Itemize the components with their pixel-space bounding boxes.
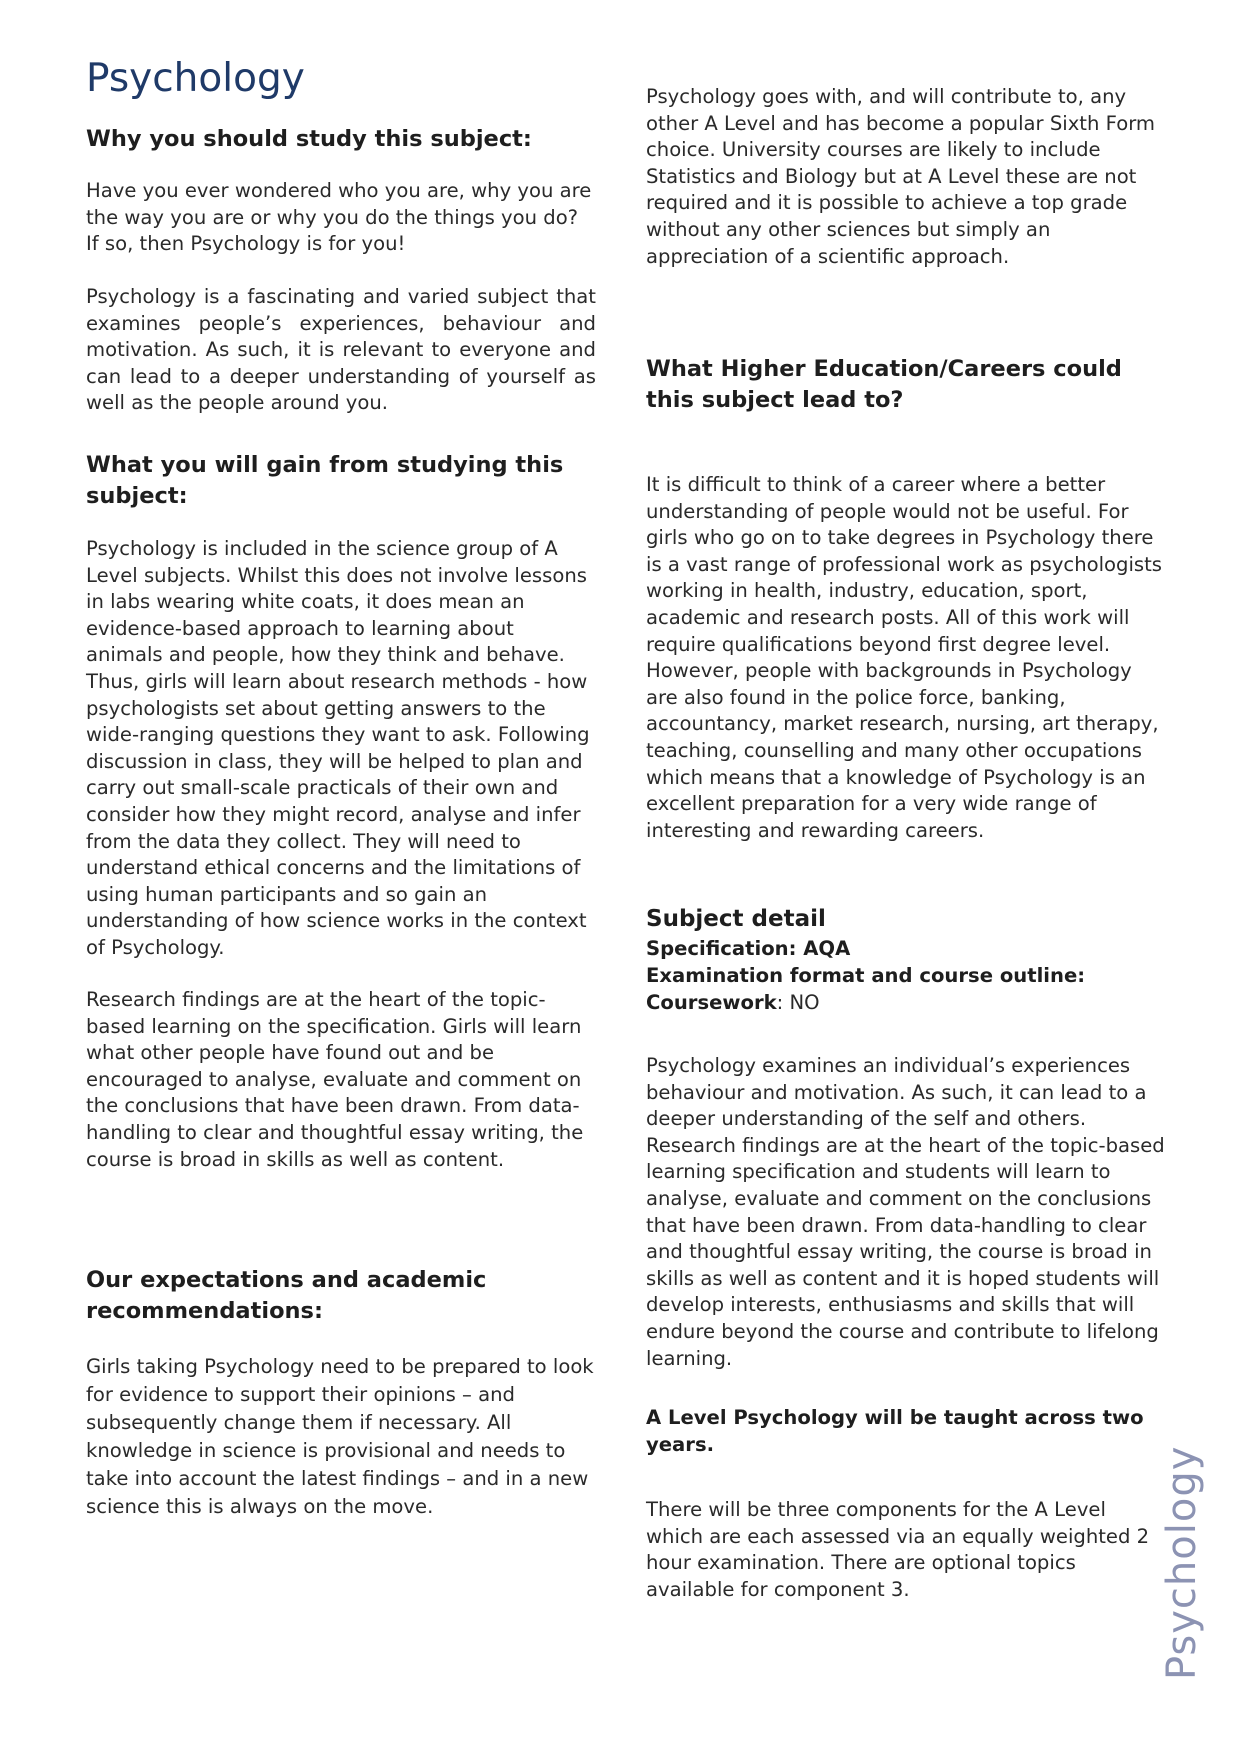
- detail-paragraph-wrap: [646, 1053, 1166, 1372]
- why-paragraph-1: Have you ever wondered who you are, why you are the way you are or why you do the things you do? If so, then Psychology is for you!: [86, 179, 592, 256]
- components-paragraph-wrap: [646, 1497, 1166, 1603]
- careers-paragraph: It is difficult to think of a career where a better understanding of people would not be useful. For girls who go on to take degrees in Psychology there is a vast range of professional work as psychologists working in health, industry, education, sport, academic and research posts. All of this work will require qualifications beyond first degree level. However, people with backgrounds in Psychology are also found in the police force, banking, accountancy, market research, nursing, art therapy, teaching, counselling and many other occupations which means that a knowledge of Psychology is an excellent preparation for a very wide range of interesting and rewarding careers.: [646, 473, 1163, 842]
- gain-paragraph-2-wrap: [86, 987, 596, 1173]
- why-heading: Why you should study this subject:: [86, 126, 532, 152]
- gain-paragraph-2: Research findings are at the heart of the topic-based learning on the specification. Girls will learn what other people have found out and be encouraged to analyse, evaluate and comment on the conclusions that have been drawn. From data-handling to clear and thoughtful essay writing, the course is broad in skills as well as content.: [86, 988, 584, 1171]
- why-section: [86, 124, 596, 155]
- expect-paragraph-wrap: [86, 1353, 596, 1521]
- careers-heading: What Higher Education/Careers could this subject lead to?: [646, 356, 1122, 413]
- coursework-line: [646, 989, 1166, 1016]
- exam-format-label: Examination format and course outline:: [646, 964, 1086, 987]
- detail-paragraph: Psychology examines an individual’s experiences behaviour and motivation. As such, it can lead to a deeper understanding of the self and others. Research findings are at the heart of the topic-based learning specification and students will learn to analyse, evaluate and comment on the conclusions that have been drawn. From data-handling to clear and thoughtful essay writing, the course is broad in skills as well as content and it is hoped students will develop interests, enthusiasms and skills that will endure beyond the course and contribute to lifelong learning.: [646, 1054, 1165, 1370]
- gain-paragraph-1-wrap: [86, 536, 596, 962]
- gain-heading: What you will gain from studying this subject:: [86, 452, 564, 509]
- components-paragraph: There will be three components for the A Level which are each assessed via an equally weighted 2 hour examination. There are optional topics available for component 3.: [646, 1498, 1150, 1601]
- taught-paragraph: A Level Psychology will be taught across two years.: [646, 1406, 1144, 1456]
- subject-detail-section: [646, 904, 1166, 1016]
- gain-section: [86, 450, 596, 512]
- gain-paragraph-1: Psychology is included in the science group of A Level subjects. Whilst this does not involve lessons in labs wearing white coats, it does mean an evidence-based approach to learning about animals and people, how they think and behave. Thus, girls will learn about research methods - how psychologists set about getting answers to the wide-ranging questions they want to ask. Following discussion in class, they will be helped to plan and carry out small-scale practicals of their own and consider how they might record, analyse and infer from the data they collect. They will need to understand ethical concerns and the limitations of using human participants and so gain an understanding of how science works in the context of Psychology.: [86, 537, 590, 959]
- why-paragraph-1-wrap: [86, 178, 596, 258]
- taught-paragraph-wrap: [646, 1405, 1166, 1458]
- expect-heading: Our expectations and academic recommendations:: [86, 1267, 487, 1324]
- careers-paragraph-wrap: [646, 472, 1166, 844]
- subject-detail-heading: Subject detail: [646, 906, 826, 932]
- side-label-psychology: Psychology: [1159, 1445, 1205, 1680]
- careers-section: [646, 354, 1166, 416]
- expect-section: [86, 1265, 596, 1327]
- why-paragraph-2-wrap: [86, 284, 596, 417]
- intro-paragraph-wrap: [646, 84, 1166, 270]
- coursework-label: Coursework: [646, 991, 777, 1014]
- intro-paragraph: Psychology goes with, and will contribute to, any other A Level and has become a popular Sixth Form choice. University courses are likely to include Statistics and Biology but at A Level these are not required and it is possible to achieve a top grade without any other sciences but simply an appreciation of a scientific approach.: [646, 85, 1155, 268]
- why-paragraph-2: Psychology is a fascinating and varied subject that examines people’s experiences, behaviour and motivation. As such, it is relevant to everyone and can lead to a deeper understanding of yourself as well as the people around you.: [86, 285, 596, 415]
- specification-label: Specification: AQA: [646, 937, 851, 960]
- coursework-value: : NO: [776, 991, 820, 1014]
- page-title: Psychology: [86, 56, 305, 101]
- expect-paragraph: Girls taking Psychology need to be prepared to look for evidence to support their opinions – and subsequently change them if necessary. All knowledge in science is provisional and needs to take into account the latest findings – and in a new science this is always on the move.: [86, 1355, 594, 1518]
